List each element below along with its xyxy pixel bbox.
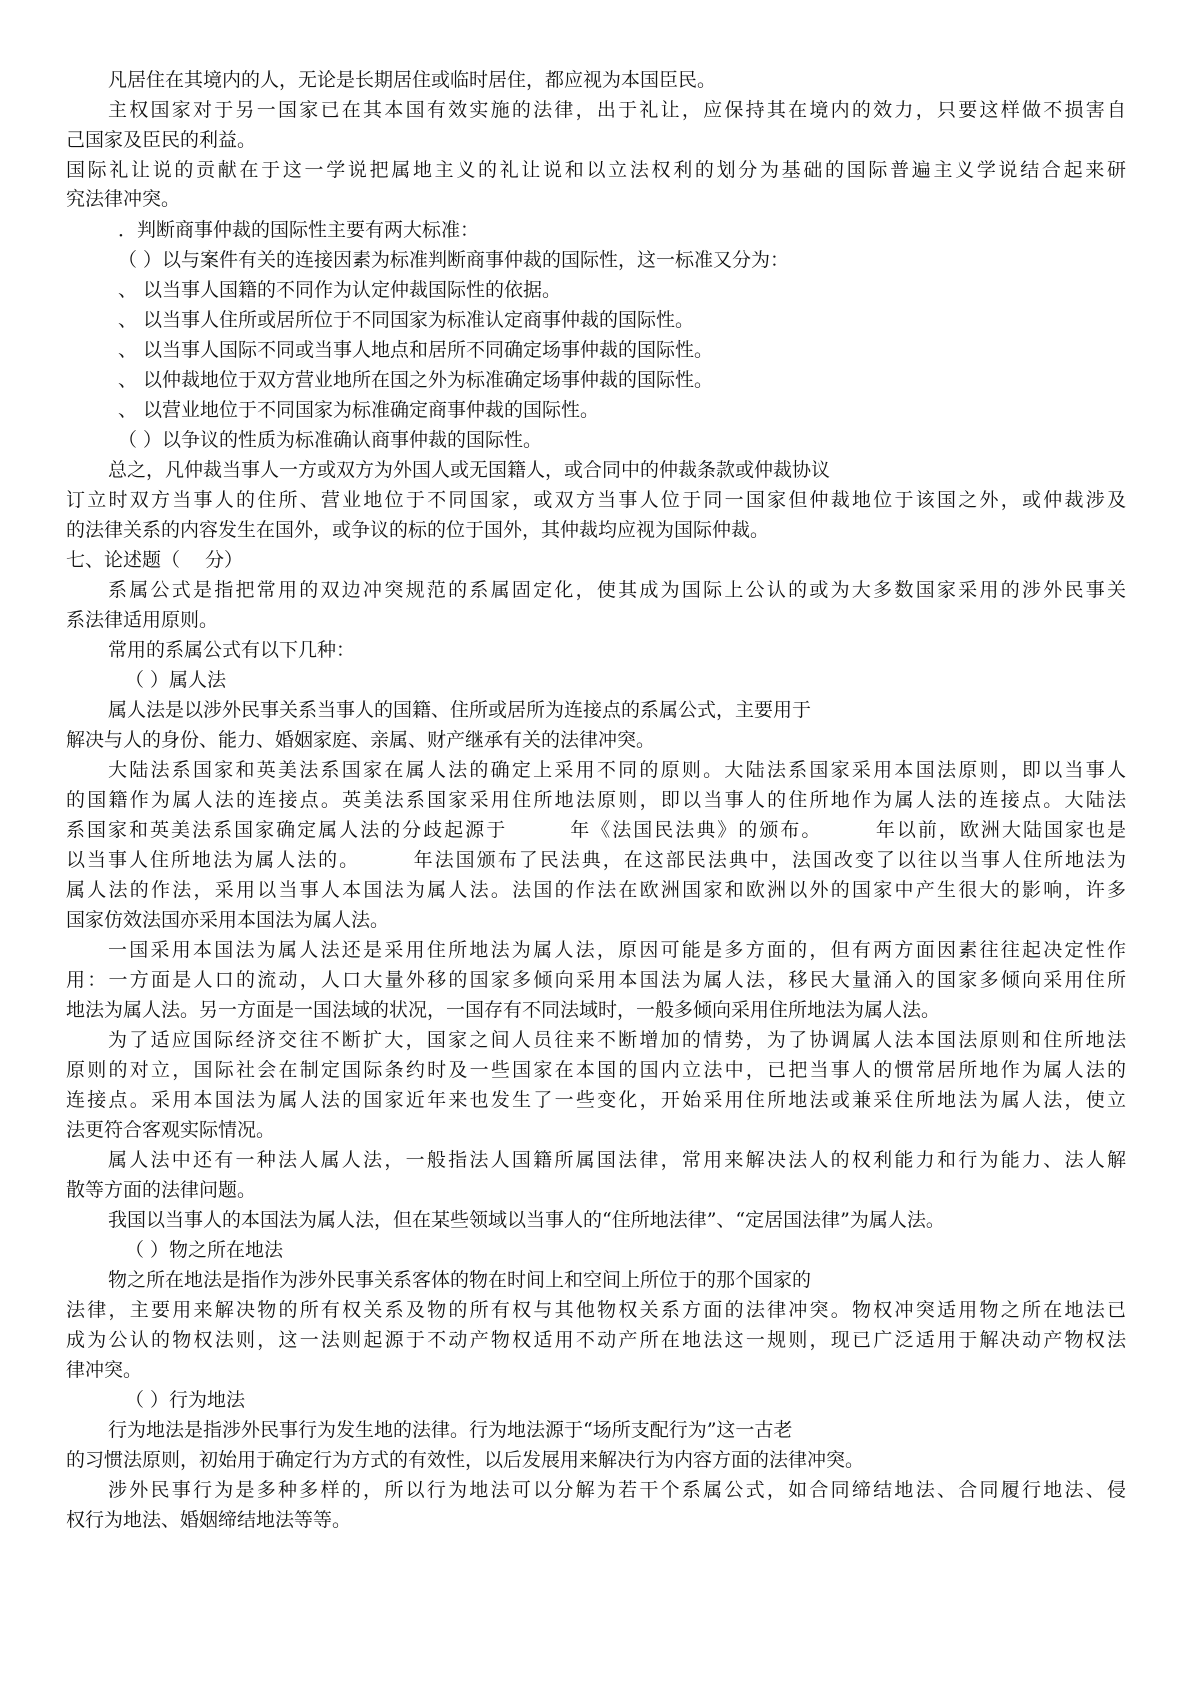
paragraph-line: 属人法的作法，采用以当事人本国法为属人法。法国的作法在欧洲国家和欧洲以外的国家中产生很大的影响，许多 (66, 879, 1126, 901)
paragraph-line: 一国采用本国法为属人法还是采用住所地法为属人法，原因可能是多方面的，但有两方面因素往往起决定性作 (108, 939, 1126, 961)
paragraph-line: 解决与人的身份、能力、婚姻家庭、亲属、财产继承有关的法律冲突。 (66, 729, 656, 751)
paragraph-line: 我国以当事人的本国法为属人法，但在某些领域以当事人的“住所地法律”、“定居国法律”为属人法。 (108, 1209, 945, 1231)
paragraph-line: 究法律冲突。 (66, 188, 181, 210)
paragraph-line: 连接点。采用本国法为属人法的国家近年来也发生了一些变化，开始采用住所地法或兼采住所地法为属人法，使立 (66, 1089, 1126, 1111)
section-heading: 七、论述题（ 分） (66, 549, 244, 571)
paragraph-line: 地法为属人法。另一方面是一国法域的状况，一国存有不同法域时，一般多倾向采用住所地法为属人法。 (66, 999, 941, 1021)
paragraph-line: 行为地法是指涉外民事行为发生地的法律。行为地法源于“场所支配行为”这一古老 (108, 1419, 793, 1441)
paragraph-line: 的习惯法原则，初始用于确定行为方式的有效性，以后发展用来解决行为内容方面的法律冲突。 (66, 1449, 865, 1471)
paragraph-line: 原则的对立，国际社会在制定国际条约时及一些国家在本国的国内立法中，已把当事人的惯常居所地作为属人法的 (66, 1059, 1126, 1081)
paragraph-line: 律冲突。 (66, 1359, 143, 1381)
list-item: 、 以当事人国际不同或当事人地点和居所不同确定场事仲裁的国际性。 (118, 339, 714, 361)
list-item: （ ）以与案件有关的连接因素为标准判断商事仲裁的国际性，这一标准又分为： (118, 249, 790, 271)
paragraph-line: 为了适应国际经济交往不断扩大，国家之间人员往来不断增加的情势，为了协调属人法本国法原则和住所地法 (108, 1029, 1126, 1051)
list-item: 、 以当事人住所或居所位于不同国家为标准认定商事仲裁的国际性。 (118, 309, 695, 331)
paragraph-line: 物之所在地法是指作为涉外民事关系客体的物在时间上和空间上所位于的那个国家的 (108, 1269, 812, 1291)
paragraph-line: 系国家和英美法系国家确定属人法的分歧起源于 年《法国民法典》的颁布。 年以前，欧洲大陆国家也是 (66, 819, 1126, 841)
paragraph-line: 法律，主要用来解决物的所有权关系及物的所有权与其他物权关系方面的法律冲突。物权冲突适用物之所在地法已 (66, 1299, 1126, 1321)
section-heading: ．判断商事仲裁的国际性主要有两大标准： (118, 219, 480, 241)
paragraph-line: 的国籍作为属人法的连接点。英美法系国家采用住所地法原则，即以当事人的住所地作为属人法的连接点。大陆法 (66, 789, 1126, 811)
paragraph-line: 涉外民事行为是多种多样的，所以行为地法可以分解为若干个系属公式，如合同缔结地法、合同履行地法、侵 (108, 1479, 1126, 1501)
paragraph-line: 己国家及臣民的利益。 (66, 129, 257, 151)
paragraph-line: 属人法中还有一种法人属人法，一般指法人国籍所属国法律，常用来解决法人的权利能力和行为能力、法人解 (108, 1149, 1126, 1171)
paragraph-line: 国家仿效法国亦采用本国法为属人法。 (66, 909, 390, 931)
paragraph-line: 大陆法系国家和英美法系国家在属人法的确定上采用不同的原则。大陆法系国家采用本国法原则，即以当事人 (108, 759, 1126, 781)
paragraph-line: 的法律关系的内容发生在国外，或争议的标的位于国外，其仲裁均应视为国际仲裁。 (66, 519, 770, 541)
list-item: 、 以当事人国籍的不同作为认定仲裁国际性的依据。 (118, 279, 562, 301)
list-item: 、 以营业地位于不同国家为标准确定商事仲裁的国际性。 (118, 399, 600, 421)
paragraph-line: 以当事人住所地法为属人法的。 年法国颁布了民法典，在这部民法典中，法国改变了以往以当事人住所地法为 (66, 849, 1126, 871)
paragraph-line: 成为公认的物权法则，这一法则起源于不动产物权适用不动产所在地法这一规则，现已广泛适用于解决动产物权法 (66, 1329, 1126, 1351)
paragraph-line: 属人法是以涉外民事关系当事人的国籍、住所或居所为连接点的系属公式，主要用于 (108, 699, 812, 721)
paragraph-line: 系属公式是指把常用的双边冲突规范的系属固定化，使其成为国际上公认的或为大多数国家采用的涉外民事关 (108, 579, 1126, 601)
paragraph-line: 常用的系属公式有以下几种： (108, 639, 356, 661)
paragraph-line: 总之，凡仲裁当事人一方或双方为外国人或无国籍人，或合同中的仲裁条款或仲裁协议 (108, 459, 831, 481)
subheading: （ ）属人法 (125, 669, 227, 691)
paragraph-line: 用：一方面是人口的流动，人口大量外移的国家多倾向采用本国法为属人法，移民大量涌入的国家多倾向采用住所 (66, 969, 1126, 991)
list-item: （ ）以争议的性质为标准确认商事仲裁的国际性。 (118, 429, 543, 451)
list-item: 、 以仲裁地位于双方营业地所在国之外为标准确定场事仲裁的国际性。 (118, 369, 714, 391)
subheading: （ ）物之所在地法 (125, 1239, 284, 1261)
paragraph-line: 法更符合客观实际情况。 (66, 1119, 276, 1141)
paragraph-line: 国际礼让说的贡献在于这一学说把属地主义的礼让说和以立法权利的划分为基础的国际普遍主义学说结合起来研 (66, 159, 1126, 181)
paragraph-line: 系法律适用原则。 (66, 609, 219, 631)
subheading: （ ）行为地法 (125, 1389, 246, 1411)
paragraph-line: 散等方面的法律问题。 (66, 1179, 257, 1201)
paragraph-line: 凡居住在其境内的人，无论是长期居住或临时居住，都应视为本国臣民。 (108, 69, 717, 91)
paragraph-line: 主权国家对于另一国家已在其本国有效实施的法律，出于礼让，应保持其在境内的效力，只要这样做不损害自 (108, 99, 1126, 121)
paragraph-line: 权行为地法、婚姻缔结地法等等。 (66, 1509, 352, 1531)
paragraph-line: 订立时双方当事人的住所、营业地位于不同国家，或双方当事人位于同一国家但仲裁地位于该国之外，或仲裁涉及 (66, 489, 1126, 511)
